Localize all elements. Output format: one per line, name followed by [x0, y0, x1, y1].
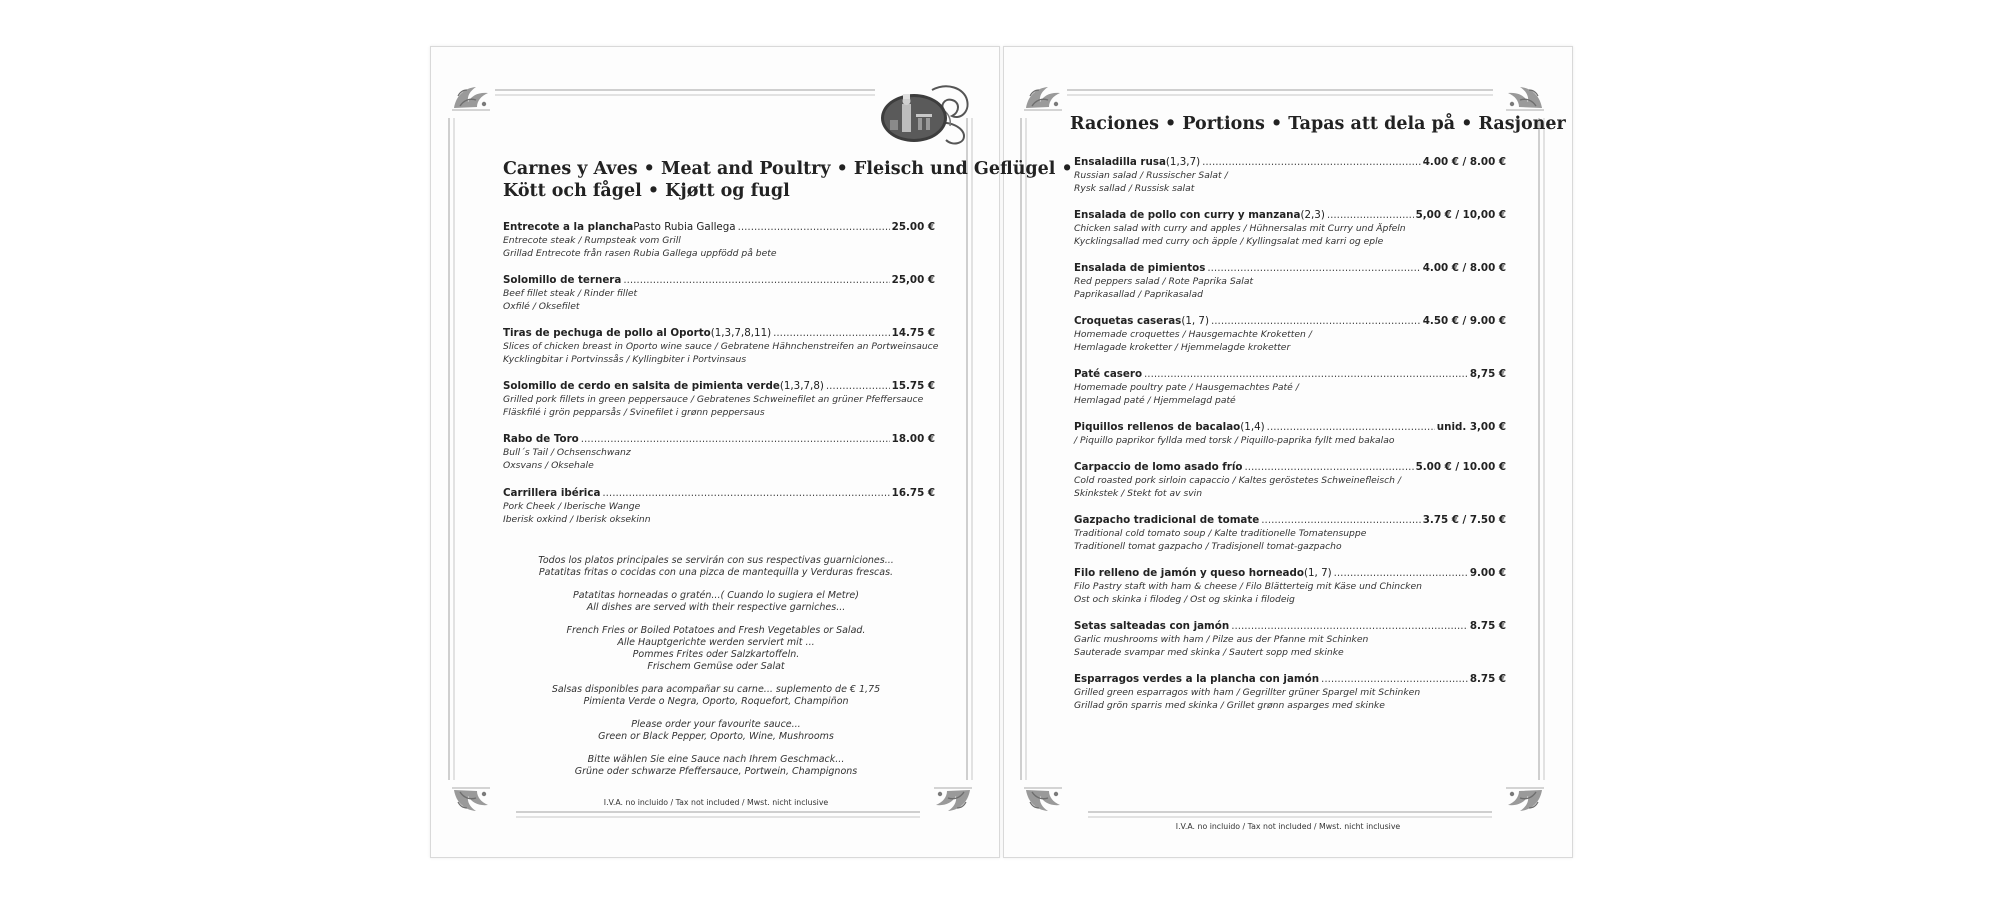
dish-translation: Grilled green esparragos with ham / Gegrillter grüner Spargel mit Schinken	[1074, 687, 1421, 698]
dish-translation: Red peppers salad / Rote Paprika Salat	[1074, 276, 1254, 287]
menu-item-row	[503, 380, 935, 393]
dish-translation: Russian salad / Russischer Salat /	[1074, 170, 1228, 181]
note-line: Bitte wählen Sie eine Sauce nach Ihrem Geschmack...	[587, 754, 845, 765]
menu-item	[503, 433, 935, 472]
dot-leader	[1327, 209, 1414, 222]
menu-item	[503, 327, 939, 366]
menu-item-row	[1074, 673, 1506, 686]
menu-item	[1074, 461, 1506, 500]
frame-rule	[516, 811, 920, 818]
dish-name: Esparragos verdes a la plancha con jamón	[1074, 673, 1320, 685]
dot-leader	[1231, 620, 1468, 633]
tax-footer: I.V.A. no incluido / Tax not included / Mwst. nicht inclusive	[603, 798, 829, 807]
dish-name: Ensaladilla rusa	[1074, 156, 1166, 168]
note-paragraph	[458, 684, 974, 708]
dish-price: 25,00 €	[891, 274, 935, 286]
dot-leader	[581, 433, 890, 446]
menu-item-row	[503, 221, 935, 234]
menu-item	[1074, 156, 1506, 195]
dish-translation: Garlic mushrooms with ham / Pilze aus der Pfanne mit Schinken	[1074, 634, 1369, 645]
note-line: Pimienta Verde o Negra, Oporto, Roquefort, Champiñon	[583, 696, 849, 707]
dish-allergens: (1, 7)	[1181, 315, 1209, 327]
flourish-ornament-icon	[1022, 786, 1066, 816]
menu-item-row	[503, 327, 935, 340]
dish-translation: Traditionell tomat gazpacho / Tradisjonell tomat-gazpacho	[1074, 541, 1342, 552]
note-line: Grüne oder schwarze Pfeffersauce, Portwein, Champignons	[574, 766, 858, 777]
dish-price: 8,75 €	[1469, 368, 1506, 380]
note-paragraph	[458, 754, 974, 778]
flourish-ornament-icon	[1502, 786, 1546, 816]
flourish-ornament-icon	[1502, 82, 1546, 112]
flourish-ornament-icon	[1022, 82, 1066, 112]
dish-translation: Slices of chicken breast in Oporto wine sauce / Gebratene Hähnchenstreifen an Portweinsauce	[503, 341, 939, 352]
menu-item-row	[1074, 461, 1506, 474]
frame-rule	[1088, 811, 1492, 818]
note-line: Green or Black Pepper, Oporto, Wine, Mushrooms	[598, 731, 834, 742]
dish-translation: Bull´s Tail / Ochsenschwanz	[503, 447, 631, 458]
dish-name: Filo relleno de jamón y queso horneado	[1074, 567, 1304, 579]
dish-allergens: (1,3,7,8)	[779, 380, 824, 392]
dish-translation: Homemade poultry pate / Hausgemachtes Paté /	[1074, 382, 1299, 393]
dish-price: 4.50 € / 9.00 €	[1422, 315, 1506, 327]
menu-item	[1074, 673, 1506, 712]
dish-translation: Skinkstek / Stekt fot av svin	[1074, 488, 1203, 499]
menu-item	[503, 221, 935, 260]
dish-translation: Kycklingbitar i Portvinssås / Kyllingbiter i Portvinsaus	[503, 354, 747, 365]
dot-leader	[1321, 673, 1468, 686]
menu-item-row	[1074, 620, 1506, 633]
dish-translation: Iberisk oxkind / Iberisk oksekinn	[503, 514, 651, 525]
dish-translation: Grillad Entrecote från rasen Rubia Gallega uppfödd på bete	[503, 248, 777, 259]
dish-price: unid. 3,00 €	[1436, 421, 1506, 433]
dish-price: 4.00 € / 8.00 €	[1422, 156, 1506, 168]
flourish-ornament-icon	[450, 82, 494, 112]
dish-price: 9.00 €	[1469, 567, 1506, 579]
dish-price: 25.00 €	[891, 221, 935, 233]
dish-price: 5,00 € / 10,00 €	[1415, 209, 1506, 221]
section-title-portions: Raciones • Portions • Tapas att dela på • Rasjoner	[1070, 114, 1566, 134]
tax-footer: I.V.A. no incluido / Tax not included / Mwst. nicht inclusive	[1175, 822, 1401, 831]
dish-translation: Fläskfilé i grön pepparsås / Svinefilet i grønn peppersaus	[503, 407, 765, 418]
menu-item	[1074, 620, 1506, 659]
dish-translation: Oxsvans / Oksehale	[503, 460, 594, 471]
dish-translation: Filo Pastry staft with ham & cheese / Filo Blätterteig mit Käse und Chincken	[1074, 581, 1422, 592]
menu-item	[1074, 315, 1506, 354]
menu-item-row	[503, 433, 935, 446]
note-line: French Fries or Boiled Potatoes and Fresh Vegetables or Salad.	[566, 625, 866, 636]
dot-leader	[1334, 567, 1468, 580]
dot-leader	[602, 487, 889, 500]
menu-item	[1074, 567, 1506, 606]
dish-translation: Ost och skinka i filodeg / Ost og skinka i filodeig	[1074, 594, 1295, 605]
menu-item-row	[1074, 567, 1506, 580]
dot-leader	[1211, 315, 1421, 328]
note-line: Frischem Gemüse oder Salat	[647, 661, 785, 672]
dot-leader	[738, 221, 890, 234]
frame-rule	[448, 118, 455, 780]
note-line: Todos los platos principales se servirán con sus respectivas guarniciones...	[538, 555, 894, 566]
dish-translation: / Piquillo paprikor fyllda med torsk / Piquillo-paprika fyllt med bakalao	[1074, 435, 1395, 446]
dish-translation: Sauterade svampar med skinka / Sautert sopp med skinke	[1074, 647, 1344, 658]
dish-name: Solomillo de cerdo en salsita de pimienta verde	[503, 380, 780, 392]
note-line: All dishes are served with their respective garniches...	[586, 602, 846, 613]
dish-translation: Hemlagad paté / Hjemmelagd paté	[1074, 395, 1236, 406]
frame-rule	[1067, 89, 1493, 96]
dish-name: Croquetas caseras	[1074, 315, 1182, 327]
menu-item	[1074, 514, 1506, 553]
menu-item-row	[1074, 421, 1506, 434]
dish-translation: Oxfilé / Oksefilet	[503, 301, 580, 312]
dish-price: 8.75 €	[1469, 620, 1506, 632]
note-paragraph	[458, 625, 974, 673]
dish-name: Rabo de Toro	[503, 433, 579, 445]
menu-item-row	[503, 487, 935, 500]
menu-item	[503, 380, 935, 419]
dish-price: 16.75 €	[891, 487, 935, 499]
dish-translation: Beef fillet steak / Rinder fillet	[503, 288, 638, 299]
note-paragraph	[458, 555, 974, 579]
dish-translation: Chicken salad with curry and apples / Hühnersalas mit Curry und Äpfeln	[1074, 223, 1406, 234]
dish-translation: Grillad grön sparris med skinka / Grillet grønn asparges med skinke	[1074, 700, 1385, 711]
note-line: Patatitas fritas o cocidas con una pizca de mantequilla y Verduras frescas.	[538, 567, 894, 578]
dot-leader	[1267, 421, 1435, 434]
dish-translation: Homemade croquettes / Hausgemachte Kroketten /	[1074, 329, 1312, 340]
dish-translation: Traditional cold tomato soup / Kalte traditionelle Tomatensuppe	[1074, 528, 1367, 539]
frame-rule	[1020, 118, 1027, 780]
note-line: Alle Hauptgerichte werden serviert mit ...	[617, 637, 815, 648]
menu-item	[503, 274, 935, 313]
dish-name: Carpaccio de lomo asado frío	[1074, 461, 1243, 473]
dish-allergens: Pasto Rubia Gallega	[633, 221, 736, 233]
dot-leader	[1261, 514, 1420, 527]
note-line: Salsas disponibles para acompañar su carne... suplemento de € 1,75	[551, 684, 881, 695]
garnish-sauce-notes	[458, 555, 974, 789]
note-paragraph	[458, 590, 974, 614]
dish-name: Gazpacho tradicional de tomate	[1074, 514, 1260, 526]
title-line: Carnes y Aves • Meat and Poultry • Fleisch und Geflügel •	[503, 159, 1073, 179]
section-title-meat-poultry	[503, 158, 1073, 202]
dish-translation: Rysk sallad / Russisk salat	[1074, 183, 1195, 194]
note-paragraph	[458, 719, 974, 743]
dish-price: 15.75 €	[891, 380, 935, 392]
dish-allergens: (1,4)	[1240, 421, 1265, 433]
note-line: Pommes Frites oder Salzkartoffeln.	[632, 649, 800, 660]
dish-name: Piquillos rellenos de bacalao	[1074, 421, 1241, 433]
dot-leader	[1207, 262, 1420, 275]
menu-item	[503, 487, 935, 526]
dish-price: 18.00 €	[891, 433, 935, 445]
dot-leader	[773, 327, 890, 340]
menu-item-row	[1074, 209, 1506, 222]
dish-translation: Paprikasallad / Paprikasalad	[1074, 289, 1203, 300]
menu-item-row	[1074, 315, 1506, 328]
dish-name: Ensalada de pollo con curry y manzana	[1074, 209, 1301, 221]
chef-emblem-icon	[872, 80, 972, 148]
dish-translation: Pork Cheek / Iberische Wange	[503, 501, 641, 512]
dish-allergens: (1, 7)	[1303, 567, 1332, 579]
frame-rule	[1538, 118, 1545, 780]
dot-leader	[826, 380, 890, 393]
dot-leader	[1244, 461, 1413, 474]
dot-leader	[623, 274, 889, 287]
menu-item	[1074, 368, 1506, 407]
dish-name: Ensalada de pimientos	[1074, 262, 1206, 274]
dish-name: Carrillera ibérica	[503, 487, 601, 499]
menu-item	[1074, 209, 1506, 248]
dish-price: 8.75 €	[1469, 673, 1506, 685]
note-line: Patatitas horneadas o gratén...( Cuando lo sugiera el Metre)	[573, 590, 859, 601]
dish-translation: Cold roasted pork sirloin capaccio / Kaltes geröstetes Schweinefleisch /	[1074, 475, 1402, 486]
dish-price: 3.75 € / 7.50 €	[1422, 514, 1506, 526]
menu-item-row	[1074, 156, 1506, 169]
dish-price: 4.00 € / 8.00 €	[1422, 262, 1506, 274]
menu-item	[1074, 262, 1506, 301]
title-line: Kött och fågel • Kjøtt og fugl	[503, 181, 790, 201]
dish-translation: Kycklingsallad med curry och äpple / Kyllingsalat med karri og eple	[1074, 236, 1384, 247]
dish-name: Solomillo de ternera	[503, 274, 622, 286]
dish-translation: Grilled pork fillets in green peppersauce / Gebratenes Schweinefilet an grüner Pfeffersauce	[503, 394, 924, 405]
menu-item-row	[503, 274, 935, 287]
note-line: Please order your favourite sauce...	[631, 719, 801, 730]
menu-item	[1074, 421, 1506, 447]
menu-item-row	[1074, 514, 1506, 527]
dish-name: Tiras de pechuga de pollo al Oporto	[503, 327, 711, 339]
dish-name: Setas salteadas con jamón	[1074, 620, 1230, 632]
dot-leader	[1202, 156, 1421, 169]
dot-leader	[1144, 368, 1468, 381]
dish-translation: Hemlagade kroketter / Hjemmelagde kroketter	[1074, 342, 1291, 353]
frame-rule	[495, 89, 875, 96]
dish-allergens: (1,3,7,8,11)	[710, 327, 772, 339]
menu-item-row	[1074, 262, 1506, 275]
dish-price: 5.00 € / 10.00 €	[1415, 461, 1506, 473]
dish-translation: Entrecote steak / Rumpsteak vom Grill	[503, 235, 681, 246]
dish-price: 14.75 €	[891, 327, 935, 339]
dish-allergens: (2,3)	[1300, 209, 1325, 221]
dish-name: Paté casero	[1074, 368, 1143, 380]
dish-allergens: (1,3,7)	[1165, 156, 1201, 168]
dish-name: Entrecote a la plancha	[503, 221, 634, 233]
menu-item-row	[1074, 368, 1506, 381]
